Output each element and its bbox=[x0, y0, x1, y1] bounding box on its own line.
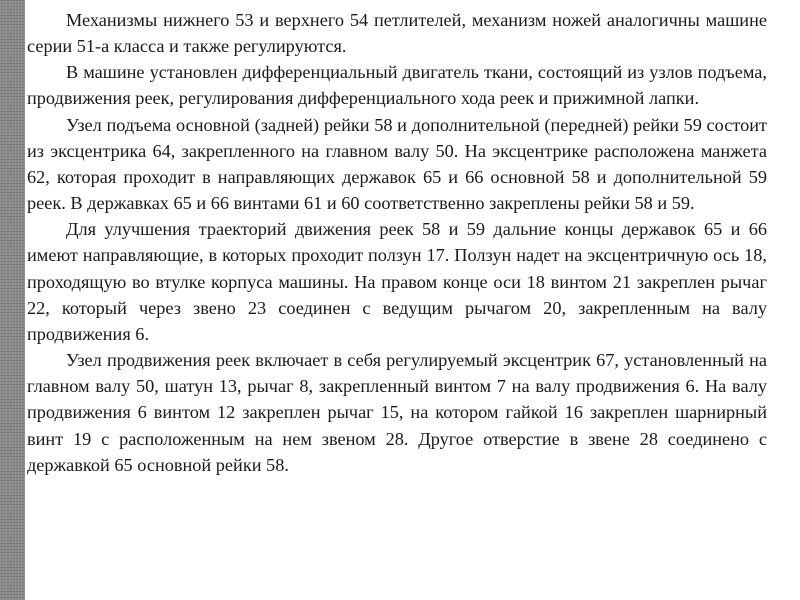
paragraph-mechanisms: Механизмы нижнего 53 и верхнего 54 петлителей, механизм ножей аналогичны машине серии 51-а класса и также регулируются. bbox=[27, 10, 767, 57]
paragraph-advance-unit: Узел продвижения реек включает в себя регулируемый эксцентрик 67, установленный на главном валу 50, шатун 13, рычаг 8, закрепленный винтом 7 на валу продвижения 6. На валу продвижения 6 винтом 12 закреплен рычаг 15, на котором гайкой 16 закреплен шарнирный винт 19 с расположенным на нем звеном 28. Другое отверстие в звене 28 соединено с державкой 65 основной рейки 58. bbox=[27, 350, 767, 475]
document-body bbox=[27, 7, 767, 478]
paragraph-fabric-feed: В машине установлен дифференциальный двигатель ткани, состоящий из узлов подъема, продвижения реек, регулирования дифференциального хода реек и прижимной лапки. bbox=[27, 62, 767, 109]
paragraph-trajectory: Для улучшения траекторий движения реек 58 и 59 дальние концы державок 65 и 66 имеют направляющие, в которых проходит ползун 17. Ползун надет на эксцентричную ось 18, проходящую во втулке корпуса машины. На правом конце оси 18 винтом 21 закреплен рычаг 22, который через звено 23 соединен с ведущим рычагом 20, закрепленным на валу продвижения 6. bbox=[27, 219, 767, 344]
left-decorative-stripe bbox=[0, 0, 25, 600]
paragraph-lifting-unit: Узел подъема основной (задней) рейки 58 и дополнительной (передней) рейки 59 состоит из эксцентрика 64, закрепленного на главном валу 50. На эксцентрике расположена манжета 62, которая проходит в направляющих державок 65 и 66 основной 58 и дополнительной 59 реек. В державках 65 и 66 винтами 61 и 60 соответственно закреплены рейки 58 и 59. bbox=[27, 114, 767, 214]
